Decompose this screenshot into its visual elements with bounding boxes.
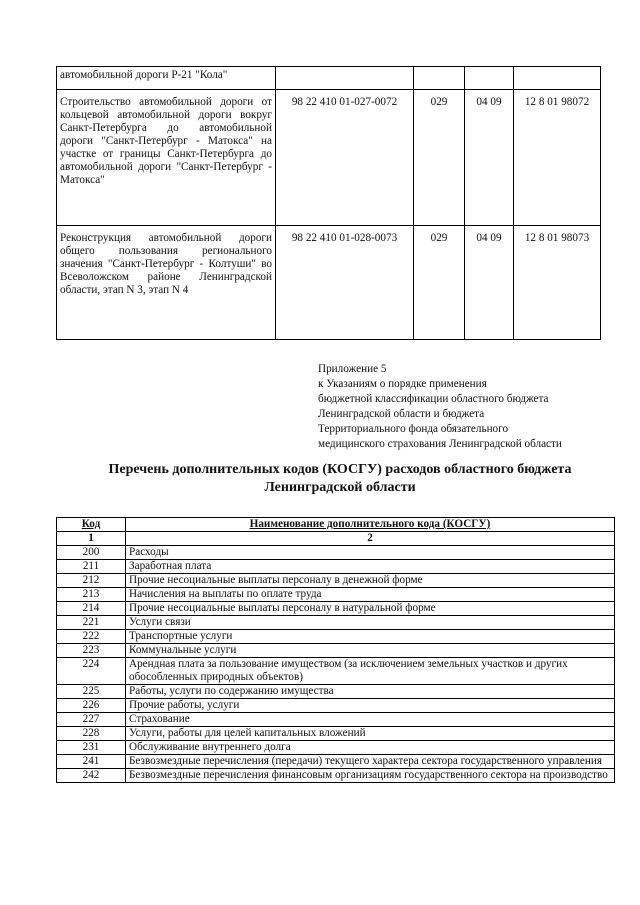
table-row [57, 727, 615, 741]
table-row [57, 741, 615, 755]
road-projects-table [56, 66, 601, 340]
code-cell: 222 [57, 630, 126, 644]
code-cell: 231 [57, 741, 126, 755]
name-cell: Прочие работы, услуги [126, 699, 615, 713]
name-cell: Расходы [126, 546, 615, 560]
code-cell: 221 [57, 616, 126, 630]
name-cell: Прочие несоциальные выплаты персоналу в денежной форме [126, 574, 615, 588]
table-row [57, 588, 615, 602]
title-line: Перечень дополнительных кодов (КОСГУ) расходов областного бюджета [108, 462, 572, 477]
name-cell: Обслуживание внутреннего долга [126, 741, 615, 755]
name-cell: Страхование [126, 713, 615, 727]
appendix-line: Ленинградской области и бюджета [318, 408, 485, 420]
table-row [57, 546, 615, 560]
name-cell: Арендная плата за пользование имуществом (за исключением земельных участков и других обособленных природных объектов) [126, 658, 615, 685]
column-header-code: Код [57, 518, 126, 532]
project-name-cell: Реконструкция автомобильной дороги общего пользования регионального значения "Санкт-Петербург - Колтуши" во Всеволожском районе Ленинградской области, этап N 3, этап N 4 [57, 226, 276, 340]
code-cell: 241 [57, 755, 126, 769]
column-header-name: Наименование дополнительного кода (КОСГУ) [126, 518, 615, 532]
table-row [57, 755, 615, 769]
project-code-cell [276, 67, 414, 90]
code-cell: 228 [57, 727, 126, 741]
code-cell: 211 [57, 560, 126, 574]
table-row [57, 616, 615, 630]
title-line: Ленинградской области [264, 480, 416, 495]
name-cell: Работы, услуги по содержанию имущества [126, 685, 615, 699]
section-code-cell: 04 09 [465, 226, 514, 340]
code-cell: 227 [57, 713, 126, 727]
code-cell: 212 [57, 574, 126, 588]
ministry-code-cell [414, 67, 465, 90]
target-code-cell: 12 8 01 98072 [514, 90, 601, 226]
table-row [57, 560, 615, 574]
section-code-cell: 04 09 [465, 90, 514, 226]
code-cell: 213 [57, 588, 126, 602]
name-cell: Коммунальные услуги [126, 644, 615, 658]
code-cell: 224 [57, 658, 126, 685]
kosgu-codes-table [56, 517, 615, 783]
table-header-row [57, 518, 615, 532]
appendix-line: Территориального фонда обязательного [318, 423, 509, 435]
document-title [60, 461, 620, 497]
code-cell: 200 [57, 546, 126, 560]
name-cell: Услуги, работы для целей капитальных вложений [126, 727, 615, 741]
table-row [57, 90, 601, 226]
table-row [57, 226, 601, 340]
table-row [57, 574, 615, 588]
target-code-cell: 12 8 01 98073 [514, 226, 601, 340]
name-cell: Безвозмездные перечисления (передачи) текущего характера сектора государственного управления [126, 755, 615, 769]
name-cell: Прочие несоциальные выплаты персоналу в натуральной форме [126, 602, 615, 616]
table-row [57, 67, 601, 90]
column-number: 2 [126, 532, 615, 546]
table-row [57, 602, 615, 616]
section-code-cell [465, 67, 514, 90]
code-cell: 226 [57, 699, 126, 713]
name-cell: Транспортные услуги [126, 630, 615, 644]
code-cell: 242 [57, 769, 126, 783]
table-row [57, 658, 615, 685]
appendix-line: Приложение 5 [318, 363, 387, 375]
column-number-row [57, 532, 615, 546]
column-number: 1 [57, 532, 126, 546]
appendix-line: бюджетной классификации областного бюджета [318, 393, 549, 405]
ministry-code-cell: 029 [414, 226, 465, 340]
appendix-line: к Указаниям о порядке применения [318, 378, 487, 390]
table-row [57, 713, 615, 727]
appendix-note [318, 362, 562, 452]
name-cell: Начисления на выплаты по оплате труда [126, 588, 615, 602]
table-row [57, 630, 615, 644]
table-row [57, 769, 615, 783]
appendix-line: медицинского страхования Ленинградской области [318, 438, 562, 450]
target-code-cell [514, 67, 601, 90]
code-cell: 214 [57, 602, 126, 616]
code-cell: 223 [57, 644, 126, 658]
project-code-cell: 98 22 410 01-028-0073 [276, 226, 414, 340]
ministry-code-cell: 029 [414, 90, 465, 226]
name-cell: Заработная плата [126, 560, 615, 574]
table-row [57, 699, 615, 713]
project-name-cell: автомобильной дороги Р-21 "Кола" [57, 67, 276, 90]
table-row [57, 685, 615, 699]
table-row [57, 644, 615, 658]
project-name-cell: Строительство автомобильной дороги от кольцевой автомобильной дороги вокруг Санкт-Петербурга до автомобильной дороги "Санкт-Петербург - Матокса" на участке от границы Санкт-Петербурга до автомобильной дороги "Санкт-Петербург - Матокса" [57, 90, 276, 226]
project-code-cell: 98 22 410 01-027-0072 [276, 90, 414, 226]
name-cell: Услуги связи [126, 616, 615, 630]
name-cell: Безвозмездные перечисления финансовым организациям государственного сектора на производство [126, 769, 615, 783]
code-cell: 225 [57, 685, 126, 699]
